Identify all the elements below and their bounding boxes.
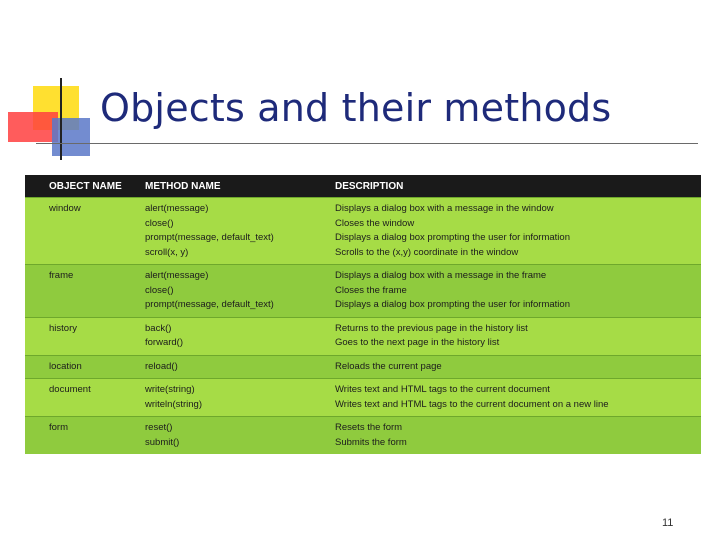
method-name-cell <box>145 317 335 355</box>
method-name: writeln(string) <box>145 398 203 410</box>
method-name: back() <box>145 322 172 334</box>
description-text: Returns to the previous page in the history list <box>335 322 528 334</box>
method-name: alert(message) <box>145 203 209 214</box>
description-cell <box>335 198 701 265</box>
method-name-cell <box>145 417 335 455</box>
description-text: Displays a dialog box with a message in the frame <box>335 270 547 281</box>
description-cell <box>335 355 701 379</box>
description-text: Displays a dialog box prompting the user for information <box>335 232 570 243</box>
object-name: window <box>49 203 81 214</box>
description-text: Closes the window <box>335 217 415 229</box>
header-object-name: OBJECT NAME <box>25 175 145 198</box>
description-text: Closes the frame <box>335 284 407 296</box>
header-method-name: METHOD NAME <box>145 175 335 198</box>
table-row <box>25 317 701 355</box>
method-name: close() <box>145 284 174 296</box>
description-text: Submits the form <box>335 436 407 448</box>
logo-blue-square <box>52 118 90 156</box>
description-text: Goes to the next page in the history list <box>335 337 500 348</box>
object-name: location <box>49 360 82 372</box>
method-name: reload() <box>145 360 178 372</box>
method-name-cell <box>145 355 335 379</box>
methods-table <box>25 175 701 454</box>
description-text: Writes text and HTML tags to the current document <box>335 384 550 395</box>
method-name-cell <box>145 198 335 265</box>
table-row <box>25 417 701 455</box>
description-text: Writes text and HTML tags to the current document on a new line <box>335 398 609 410</box>
logo-vertical-line <box>60 78 62 160</box>
description-text: Reloads the current page <box>335 360 442 372</box>
object-name-cell <box>25 198 145 265</box>
object-name: history <box>49 322 77 334</box>
object-name-cell <box>25 417 145 455</box>
description-cell <box>335 417 701 455</box>
method-name: submit() <box>145 436 180 448</box>
page-number: 11 <box>662 517 674 529</box>
table-row <box>25 198 701 265</box>
logo-red-bar <box>8 112 58 142</box>
header-description: DESCRIPTION <box>335 175 701 198</box>
object-name: form <box>49 422 68 433</box>
description-text: Scrolls to the (x,y) coordinate in the window <box>335 246 519 258</box>
method-name: prompt(message, default_text) <box>145 299 274 310</box>
object-name-cell <box>25 355 145 379</box>
description-text: Displays a dialog box with a message in the window <box>335 203 554 214</box>
object-name: frame <box>49 270 74 281</box>
method-name: alert(message) <box>145 270 209 281</box>
slide-logo-graphic <box>0 0 110 170</box>
object-name-cell <box>25 265 145 318</box>
method-name: write(string) <box>145 384 195 395</box>
title-underline <box>36 143 698 144</box>
object-name-cell <box>25 317 145 355</box>
description-text: Displays a dialog box prompting the user for information <box>335 299 570 310</box>
description-cell <box>335 265 701 318</box>
method-name: scroll(x, y) <box>145 246 189 258</box>
description-text: Resets the form <box>335 422 403 433</box>
method-name-cell <box>145 265 335 318</box>
object-name-cell <box>25 379 145 417</box>
table-row <box>25 265 701 318</box>
table-row <box>25 379 701 417</box>
method-name-cell <box>145 379 335 417</box>
method-name: forward() <box>145 337 184 348</box>
method-name: reset() <box>145 422 173 433</box>
table-row <box>25 355 701 379</box>
table-body <box>25 198 701 455</box>
description-cell <box>335 379 701 417</box>
description-cell <box>335 317 701 355</box>
object-name: document <box>49 384 91 395</box>
slide-title: Objects and their methods <box>100 86 612 130</box>
method-name: prompt(message, default_text) <box>145 232 274 243</box>
table-header-row <box>25 175 701 198</box>
method-name: close() <box>145 217 174 229</box>
methods-table-container <box>25 175 701 447</box>
